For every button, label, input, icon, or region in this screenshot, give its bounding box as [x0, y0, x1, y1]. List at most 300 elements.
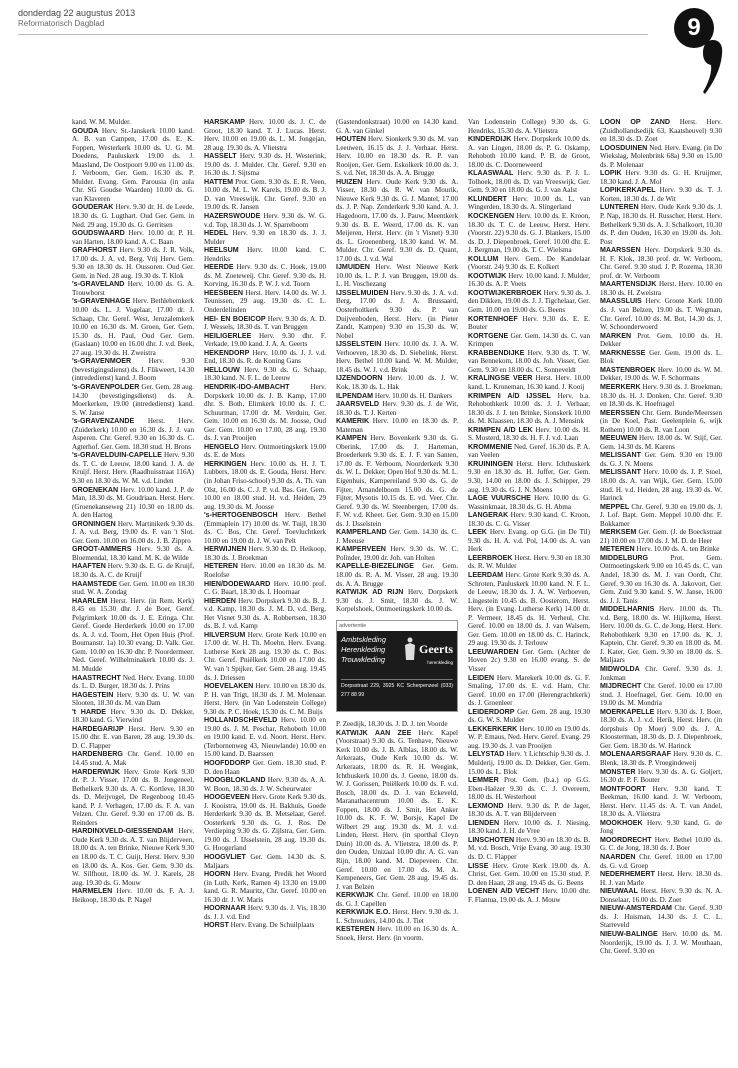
place-name: MAASSLUIS: [600, 297, 642, 306]
place-name: GRAFHORST: [72, 246, 117, 255]
listing-entry: [204, 853, 326, 870]
place-name: HEELSUM: [204, 246, 239, 255]
listing-entry: [336, 178, 458, 263]
listing-entry: [600, 186, 722, 203]
ad-phone: (033) 277 88 99: [341, 683, 453, 698]
service-details: Ned. Herv. Evang. 10.00 ds. L. D. Burger, 18.30 ds. J. Prins: [72, 673, 194, 691]
listing-entry: [336, 720, 458, 729]
place-name: IJZENDOORN: [336, 374, 383, 383]
listing-entry: [468, 494, 590, 511]
place-name: 's-HERTOGENBOSCH: [204, 511, 278, 520]
place-name: HOOGEVEEN: [204, 793, 250, 802]
service-details: Herv. Kapel (Voorstraat) 9.30 ds. G. Tenhave, Nieuwe Kerk 10.00 ds. J. B. Alblas, 18.00 ds. W. Arkeraats, Oude Kerk 10.00 ds. W. Arkeraats, 18.00 ds. R. H. Weegink, Ichthuskerk 10.00 ds. J. Geene, 18.00 ds. W. J. Gorissen, Pniëlkerk 10.00 ds. F. v.d. Bosch, 18.00 ds. D. J. van Eckeveld, Maranathacentrum 10.00 ds. E. K. Foppen, 18.00 ds. J. Smit, Het Anker 10.00 ds. K. F. W. Borsje, Kapel De Wilbert 29 aug. 19.30 ds. M. J. v.d. Linden, Herst. Herv. (in sporthal Cleyn Duin) 10.00 ds. A. Vlietstra, 18.00 ds. P. den Ouden, Unizaal 10.00 dhr. A. G. van Rijn, 18.00 kand. M. Diepeveen. Chr. Geref. 10.00 en 17.00 ds. M. A. Kempeneers, Ger. Gem. 28 aug. 19.45 ds. J. van Belzen: [336, 728, 458, 891]
listing-entry: [204, 580, 326, 597]
listing-entry: [204, 383, 326, 443]
service-details: Herst. Herv. (Zuidhollandsedijk 63, Kaatsheuvel) 9.30 en 18.30 ds. D. Zoet: [600, 118, 722, 144]
listing-entry: [600, 503, 722, 529]
place-name: 's-GRAVELAND: [72, 280, 125, 289]
service-details: Herst. Herv. 9.30 ds. J. L. Schreuders, 14.00 ds. J. Tiet: [336, 908, 458, 925]
listing-entry: [468, 776, 590, 802]
place-name: MEEUWEN: [600, 434, 638, 443]
place-name: KAMPEN: [336, 434, 367, 443]
place-name: 's-GRAVELDUIN-CAPELLE: [72, 451, 162, 460]
ad-body: [337, 631, 457, 711]
service-details: Herst. Herv. (Zuiderkerk) 10.00 en 16.30 ds. J. J. van Asperen. Chr. Geref. 9.30 en 16.30 ds. C. Agterhof. Ger. Gem. 18.30 stud. H. Brons: [72, 417, 194, 451]
service-details: Ger. Gem. 19.00 ds. L. Blok: [600, 348, 722, 366]
service-details: Herst. Herv. Ichthuskerk 9.30 en 18.30 ds. H. Juffer, Ger. Gem. 9.30, 14.00 en 18.00 ds. J. Schipper, 29 aug. 19.30 ds. G. J. N. Moens: [468, 459, 590, 494]
service-details: Herv. Groote Kerk 10.00 ds. J. van Belzen, 19.00 ds. T. Wegman, Chr. Geref. 10.00 ds. M. Bot, 14.30 ds. J. W. Schoonderwoerd: [600, 297, 722, 332]
service-details: Chr. Geref. 10.00 en 17.00 ds. G. v.d. Groep: [600, 853, 722, 870]
place-name: ILPENDAM: [336, 391, 374, 400]
listing-entry: [468, 571, 590, 648]
listing-entry: [336, 545, 458, 562]
service-details: Herv. 10.00 dhr. F. Flantua, 19.00 ds. A. J. Mouw: [468, 887, 590, 904]
place-name: IJSSELSTEIN: [336, 340, 382, 349]
listing-entry: [468, 426, 590, 443]
place-name: NAARDEN: [600, 853, 636, 862]
service-details: Herv. Evang. op G.G. (in De Til) 9.30 ds. H. A. v.d. Pol, 14.00 ds. A. van Herk: [468, 528, 590, 554]
place-name: LINSCHOTEN: [468, 835, 515, 844]
service-details: Herv. Grote Kerk 10.00 en 17.00 dr. W. H. Th. Moehn. Herv. Evang. Lutherse Kerk 28 aug. 19.30 ds. C. Bos. Chr. Geref. Pniëlkerk 10.00 en 17.00 ds. W. van 't Spijker, Ger. Gem. 28 aug. 19.45 ds. J. Driessen: [204, 630, 326, 682]
place-name: LOON OP ZAND: [600, 118, 671, 126]
listing-entry: [468, 554, 590, 571]
listing-entry: [600, 409, 722, 435]
place-name: KESTEREN: [336, 925, 375, 934]
service-details: Herv. 9.30 ds. H. Westerink, 19.00 ds. J. Mulder. Chr. Geref. 9.30 en 16.30 ds. J. Sijtsma: [204, 152, 326, 178]
service-details: Herv. 18.00 ds. W. Stijf, Ger. Gem. 14.30 ds. M. Karens: [600, 434, 722, 451]
advertisement: [336, 620, 458, 713]
listing-entry: [336, 434, 458, 528]
place-name: MIDDELBURG: [600, 553, 649, 562]
listing-entry: [468, 349, 590, 375]
place-name: MONTFOORT: [600, 784, 646, 793]
listing-entry: [600, 853, 722, 870]
listing-entry: [600, 169, 722, 186]
service-details: Herv. 10.00 ds. J. C. de Groot, 18.30 kand. T. J. Lucas. Herst. Herv. 10.00 en 19.00 ds. L. M. Jongejan, 28 aug. 19.30 ds. A. Vlietstra: [204, 118, 326, 152]
place-name: 't HARDE: [72, 707, 107, 716]
place-name: KAMPERVEEN: [336, 545, 386, 554]
listing-entry: [600, 144, 722, 170]
place-name: GROOT-AMMERS: [72, 545, 132, 554]
place-name: GOUDERAK: [72, 203, 114, 212]
listing-entry: [468, 118, 590, 135]
service-details: Herv. 9.30 ds. P. J. L. Tolhoek, 18.00 ds. D. van Vreeswijk, Ger. Gem. 9.30 en 18.00 ds. G. J. van Aalst: [468, 169, 590, 195]
listing-entry: [600, 682, 722, 708]
service-details: Herv. St.-Janskerk 10.00 kand. A. B. van Campen, 17.00 ds. E. K. Foppen, Westerkerk 10.00 ds. U. G. M. Doedens, Pauluskerk 19.00 ds. J. Maasland, De Oostpoort 9.00 en 11.00 ds. J. Verboom, Ger. Gem. 16.30 ds. P. Mulder. Evang. Gem. Parousia (in aula Chr. SG Goudse Waarden) 10.00 ds. G. van Klaveren: [72, 126, 194, 203]
service-details: Herv. Dorpskerk 10.00 ds. J. B. Kamp, 17.00 dhr. S. Both, Elimkerk 10.00 ds. J. C. Schuurman, 17.00 dr. M. Verduin, Ger. Gem. 10.00 en 16.30 ds. M. Joosse, Oud Ger. Gem. 10.00 en 17.00, 28 aug. 19.30 ds. J. van Prooijen: [204, 382, 326, 443]
service-details: Herst. Herv. 9.30 en 18.30 ds. R. W. Mulder: [468, 553, 590, 571]
service-details: Herv. 10.00 ds. F. A. J. Heikoop, 18.30 ds. P. Nagel: [72, 887, 194, 904]
listing-entry: [600, 451, 722, 468]
place-name: HARDENBERG: [72, 750, 123, 759]
listing-entry: [468, 862, 590, 888]
service-details: Herv. Grote Kerk 9.30 dr. P. J. Visser, 17.00 ds. B. Jongeneel, Bethelkerk 9.30 ds. A. C. Kortleve, 18.30 ds. D. Meijvogel, De Regenboog 10.45 kand. P. J. Verhagen, 17.00 ds. F. A. van Velzen. Chr. Geref. 9.30 en 17.00 ds. B. Reinders: [72, 767, 194, 827]
place-name: LAGE VUURSCHE: [468, 494, 531, 503]
service-details: Herv. 9.30 ds. U. W. van Slooten, 18.30 ds. M. van Dam: [72, 690, 194, 708]
service-details: Herst. Herv. 9.30 en 15.00 dhr. E. van Baren, 28 aug. 19.30 ds. D. C. Flapper: [72, 724, 194, 750]
listing-entry: [72, 451, 194, 485]
service-details: Herv. Bethel (Emmaplein 17) 10.00 ds. W. Tuijl, 18.30 ds. C. Bos, Chr. Geref. Toevluchtkerk 10.00 en 19.00 dr. J. W. van Pelt: [204, 511, 326, 545]
listing-entry: [468, 332, 590, 349]
listing-entry: [204, 904, 326, 921]
listing-entry: [600, 434, 722, 451]
ad-brand-sub: herenkleding: [427, 660, 453, 666]
service-details: Herv. Oude Kerk 9.30 ds. A. Visser, 18.30 ds. R. W. van Mourik, Nieuwe Kerk 9.30 ds. G. J. Mantel, 17.00 ds. J. P. Nap. Zenderkerk 9.30 kand. A. J. Hagedoorn, 17.00 ds. J. Pauw, Meentkerk 9.30 ds. B. E. Weerd, 17.00 ds. K. van Meijeren, Herst. Herv. (in 't Visnet) 9.30 ds. L. Groenenberg, 18.30 kand. W. M. Mulder. Chr. Geref. 9.30 ds. D. Quant, 17.00 ds. J. v.d. Wal: [336, 177, 458, 263]
place-name: HOORNAAR: [204, 904, 246, 913]
listing-entry: [336, 925, 458, 942]
place-name: HUIZEN: [336, 177, 363, 186]
column-2: [204, 118, 326, 1058]
service-details: Herv. 10.00 en 18.30 ds. P. H. van Trigt, 18.30 ds. J. M. Molenaar. Herst. Herv. (in Van Lodenstein College) 9.30 ds. P. C. Hoek, 15.30 ds. C. M. Buijs: [204, 682, 326, 716]
place-name: KLUNDERT: [468, 194, 508, 203]
service-details: Herv. 10.00 prof. C. G. Baart, 18.30 ds. I. Hoornaar: [204, 579, 326, 597]
place-name: MARKNESSE: [600, 348, 646, 357]
listing-entry: [468, 272, 590, 289]
listing-entry: [600, 750, 722, 767]
place-name: LEIDERDORP: [468, 707, 515, 716]
listing-entry: [468, 528, 590, 554]
service-details: Herv. 't Lichtschip 9.30 ds. J. Mulderij, 19.00 ds. D. Dekker, Ger. Gem. 15.00 ds. L. Blok: [468, 750, 590, 776]
listing-entry: [468, 315, 590, 332]
service-details: Prot. Gem. 10.00 ds. H. Dekker: [600, 331, 722, 349]
service-details: Herv. 10.00 en 19.00 ds. W. P. Emaus, Ned. Herv. Geref. Evang. 29 aug. 19.30 ds. J. van Prooijen: [468, 724, 590, 750]
service-details: Herv. Dorpskerk 9.30 ds. B. J. v.d. Kamp, 18.30 ds. J. M. D. v.d. Berg, Het Visnet 9.30 ds. A. Robbertsen, 18.30 ds. B. J. v.d. Kamp: [204, 596, 326, 631]
place-name: HARSKAMP: [204, 118, 245, 126]
listing-entry: [468, 819, 590, 836]
place-name: KROMMENIE: [468, 442, 513, 451]
service-details: Herv. Martinikerk 9.30 ds. J. A. v.d. Berg, 19.00 ds. F. van 't Slot. Ger. Gem. 10.00 en 16.00 ds. J. B. Zippro: [72, 519, 194, 545]
place-name: MELISSANT: [600, 451, 641, 460]
place-name: NEDERHEMERT: [600, 870, 655, 879]
service-details: Herv. 9.30 ds. J. A. v.d. Berg, 17.00 ds. J. A. Brussaard, Oosterholtkerk 9.30 ds. P. van Duijvenboden, Herst. Herv. (in Pieter Zandt, Kampen) 9.30 en 15.30 ds. W. Nobel: [336, 288, 458, 340]
listing-entry: [204, 716, 326, 759]
place-name: LEIDEN: [468, 673, 495, 682]
listing-entry: [336, 135, 458, 178]
place-name: KRABBENDIJKE: [468, 348, 525, 357]
place-name: KRUININGEN: [468, 459, 513, 468]
service-details: Herv. Evang. De Schuilplaats: [230, 921, 315, 930]
place-name: HOLLANDSCHEVELD: [204, 716, 278, 725]
listing-entry: [600, 280, 722, 297]
place-name: HOUTEN: [336, 135, 366, 144]
place-name: KATWIJK AAN ZEE: [336, 728, 412, 737]
place-name: KOOTWIJK: [468, 271, 507, 280]
service-details: Herst. Herv. (in Rem. Kerk) 8.45 en 15.30 dhr. J. de Boer, Geref. Pelgrimkerk 10.00 ds. J. E. Eringa. Chr. Geref. Goede Herderkerk 10.00 en 17.00 ds. A. J. v.d. Toorn, Het Open Huis (Prof. Boumanstr. 1a) 10.30 evang. D. Valk. Ger. Gem. 10.00 en 16.30 dhr. P. Noordermeer. Ned. Geref. Wilhelminakerk 10.00 ds. J. M. Mudde: [72, 596, 194, 673]
listing-entry: [72, 887, 194, 904]
listing-entry: [600, 887, 722, 904]
service-details: Ger. Gem. 14.30 ds. S. Maljaars: [204, 853, 326, 870]
place-name: HORST: [204, 921, 229, 930]
service-details: Herv. 10.00 en 16.30 ds. A. Snoek, Herst. Herv. (in voorm.: [336, 925, 458, 942]
listing-entry: [204, 682, 326, 716]
listing-entry: [204, 921, 326, 930]
place-name: HILVERSUM: [204, 630, 246, 639]
place-name: LEEUWARDEN: [468, 647, 519, 656]
service-details: Herv. 10.00 ds. G. Wassinkmaat, 18.30 ds. G. H. Abma: [468, 494, 590, 511]
listing-entry: [600, 246, 722, 280]
service-details: Herv. 9.30 ds. G. H. Kruijmer, 18.30 kand. J. A. Mol: [600, 169, 722, 186]
place-name: HAGESTEIN: [72, 690, 114, 699]
service-details: Herv. 10.00 ds. W. M. Dekker, 19.00 ds. W. F. Schormans: [600, 365, 722, 383]
place-name: MOORDRECHT: [600, 835, 652, 844]
place-name: KATWIJK AD RIJN: [336, 588, 404, 597]
listing-entry: [468, 511, 590, 528]
listing-entry: [204, 366, 326, 383]
service-details: Herv. 9.30 ds. J. de Wit, 18.30 ds. T. J. Kerten: [336, 400, 458, 417]
listing-entry: [468, 195, 590, 212]
service-details: Herv. Marekerk 10.00 ds. G. F. Smaling, 17.00 ds. E. v.d. Ham, Chr. Geref. 10.00 en 17.00 (Herengrachtkerk) ds. J. Groenleer: [468, 673, 590, 708]
listing-entry: [72, 725, 194, 751]
listing-entry: [72, 545, 194, 562]
listing-entry: [72, 597, 194, 674]
service-details: Herv. b.a. Rehobothkerk 10.00 ds. J. J. Verhaar, 18.30 ds. J. J. ten Brinke, Sionskerk 10.00 ds. M. Klaassen, 18.30 ds. A. J. Mensink: [468, 391, 590, 426]
church-service-listing: [72, 118, 724, 1058]
service-details: Herv. 9.30 ds. P. de Jager, 18.30 ds. A. T. van Blijderveen: [468, 801, 590, 819]
service-details: P. Zeedijk, 18.30 ds. J. D. J. ten Voorde: [336, 720, 448, 729]
listing-entry: [600, 366, 722, 383]
place-name: MIDWOLDA: [600, 665, 640, 673]
service-details: Herst. Herv. 18.30 ds. H. J. van Marle: [600, 870, 722, 887]
service-details: kand. W. M. Mulder.: [72, 118, 131, 126]
service-details: Ned. Geref. 16.30 ds. P. A. van Veelen: [468, 442, 590, 460]
service-details: Ger. Gem. 18.00 ds. R. A. M. Visser, 28 aug. 19.30 ds. A. A. Brugge: [336, 562, 458, 588]
place-name: HEI- EN BOEICOP: [204, 314, 266, 323]
service-details: Herv. 9.30 ds. T. W. van Bennekom, 18.00 ds. Joh. Visser, Ger. Gem. 9.30 en 18.00 ds. C. Sonneveldt: [468, 348, 590, 374]
listing-entry: [72, 203, 194, 229]
listing-entry: [204, 443, 326, 460]
listing-entry: [204, 870, 326, 904]
issue-date: donderdag 22 augustus 2013: [18, 8, 136, 18]
listing-entry: [72, 580, 194, 597]
listing-entry: [204, 759, 326, 776]
listing-entry: [72, 229, 194, 246]
ad-brand: Geerts: [419, 642, 453, 657]
listing-entry: [204, 289, 326, 315]
listing-entry: [204, 631, 326, 682]
place-name: HAZERSWOUDE: [204, 212, 261, 221]
service-details: Herv. 9.30 kand. G. de Jong: [600, 818, 722, 836]
place-name: KRALINGSE VEER: [468, 374, 533, 383]
service-details: Chr. Gem. Bunde/Meerssen (in De Koel, Past. Geelenplein 6, wijk Rothem) 10.00 ds. R. van Loon: [600, 408, 722, 434]
service-details: Chr. Geref. 9.30 ds. J. Jonkman: [600, 665, 722, 682]
place-name: MEERKERK: [600, 382, 641, 391]
service-details: Chr. Geref. 10.00 en 18.00 ds. G. J. Capellen: [336, 891, 458, 908]
listing-entry: [600, 554, 722, 605]
listing-entry: [600, 349, 722, 366]
listing-entry: [600, 383, 722, 409]
listing-entry: [600, 468, 722, 502]
place-name: LEERDAM: [468, 570, 504, 579]
service-details: Ger. Gem. 28 aug. 14.30 (bevestigingsdienst) ds. A. Moerkerken, 19.00 (intrededienst) kand. S. W. Janse: [72, 382, 194, 417]
service-details: Herv. 10.00 ds. J. P. Stoel, 18.00 ds. A. van Wijk, Ger. Gem. 15.00 stud. H. v.d. Heiden, 28 aug. 19.30 ds. W. Harinck: [600, 468, 722, 503]
place-name: KAMPERLAND: [336, 528, 387, 537]
service-details: Herv. 9.30 ds. A. D. J. Wessels, 18.30 ds. T. van Bruggen: [204, 314, 326, 332]
listing-entry: [468, 460, 590, 494]
service-details: Herv. Sionkerk 9.30 ds. M. van Leeuwen, 16.15 ds. J. J. Verhaar. Herst. Herv. 10.00 en 18.30 ds. R. P. van Rooijen, Ger. Gem. Eskolkerk 10.00 ds. J. S. v.d. Net, 18.30 ds. A. A. Brugge: [336, 135, 458, 178]
listing-entry: [72, 520, 194, 546]
place-name: HATTEM: [204, 177, 234, 186]
service-details: Herv. 10.00 ds. L. van Wingerden, 18.30 ds. A. Slingerland: [468, 194, 590, 212]
place-name: HERWIJNEN: [204, 545, 247, 554]
service-details: Van Lodenstein College) 9.30 ds. G. Hendriks, 15.30 ds. A. Vlietstra: [468, 118, 590, 135]
listing-entry: [72, 562, 194, 579]
ad-street: Dorpsstraat 229, 3925 KC Scherpenzeel: [341, 683, 439, 690]
place-name: KERKWIJK E.O.: [336, 908, 391, 917]
service-details: Herv. 10.00 ds. J. W. Kok, 18.30 ds. L. Hak: [336, 374, 458, 391]
place-name: KRIMPEN A/D IJSSEL: [468, 391, 551, 400]
listing-entry: [600, 836, 722, 853]
masthead: [18, 8, 720, 44]
service-details: Herv. 10.00 en 18.30 ds. M. Roelofse: [204, 562, 326, 579]
service-details: Herv. 9.30 kand. C. Kroon, 18.30 ds. C. G. Visser: [468, 511, 590, 528]
listing-entry: [336, 729, 458, 891]
ad-address: [341, 679, 453, 699]
place-name: KLAASWAAL: [468, 169, 514, 178]
place-name: LANGERAK: [468, 511, 509, 520]
listing-entry: [204, 178, 326, 212]
service-details: Herv. 9.30 ds. J. R. Volk, 17.00 ds. J. A. vd. Berg. Vrij Herv. Gem. 9.30 en 18.30 ds. H. Oussoren. Oud Ger. Gem. in Ned. 28 aug. 19.30 ds. T. Klok: [72, 246, 194, 280]
listing-entry: [336, 588, 458, 614]
place-name: HEERDE: [204, 263, 234, 272]
listing-entry: [468, 443, 590, 460]
listing-entry: [600, 768, 722, 785]
listing-entry: [468, 374, 590, 391]
place-name: KOOTWIJKERBROEK: [468, 288, 542, 297]
place-name: HOOGBLOKLAND: [204, 776, 266, 785]
listing-entry: [336, 417, 458, 434]
service-details: Herv. 10.00 kand. J. Mulder, 16.30 ds. A. P. Voets: [468, 271, 590, 289]
listing-entry: [600, 528, 722, 545]
service-details: Herv. 10.00 ds. A. ten Brinke: [636, 545, 720, 554]
service-details: Ger. Gem. 28 aug. 19.30 ds. G. W. S. Mulder: [468, 707, 590, 725]
listing-entry: [336, 891, 458, 908]
service-details: Herv. Dorpskerk 9.30 ds. J. Smit, 18.30 ds. J. W. Korpelshoek, Ontmoetingskerk 10.00 ds.: [336, 588, 458, 614]
place-name: HARDEGARIJP: [72, 724, 124, 733]
place-name: KOLLUM: [468, 254, 499, 263]
listing-entry: [600, 785, 722, 819]
listing-entry: [204, 263, 326, 289]
place-name: MELISSANT: [600, 468, 641, 477]
service-details: Herv. Dorpskerk 10.00 ds. A. van Lingen, 18.00 ds. P. G. Oskamp, Rehoboth 10.00 kand. P. B. de Groot, 18.00 ds. C. Doorneweerd: [468, 135, 590, 169]
service-details: Herv. 10.00 ds. H. Dankers: [374, 391, 452, 400]
listing-entry: [72, 750, 194, 767]
place-name: LELYSTAD: [468, 750, 505, 759]
place-name: NIEUW-AMSTERDAM: [600, 904, 672, 913]
place-name: METEREN: [600, 545, 635, 554]
place-name: LEMMER: [468, 776, 499, 785]
suit-figure-icon: [403, 637, 417, 661]
listing-entry: [336, 263, 458, 289]
listing-entry: [600, 332, 722, 349]
service-details: Herv. 9.30 ds. G. Schaap, 18.30 kand. N. F. L. de Leeuw: [204, 365, 326, 383]
listing-entry: [72, 768, 194, 828]
listing-entry: [204, 545, 326, 562]
service-details: Herv. Oude Kerk 9.30 ds. A. T. van Blijderveen, 18.00 ds. A. ten Brinke, Nieuwe Kerk 9.30 en 18.00 ds. T. C. Guijt, Herst. Herv. 9.30 en 18.00 ds. A. Kos. Ger. Gem. 9.30 ds. W. Silfhout, 18.00 ds. W. J. Karels, 28 aug. 19.30 ds. G. Mouw: [72, 827, 194, 887]
service-details: Herv. Bethel 10.00 ds. G. C. de Jong, 18.30 ds. J. Boer: [600, 835, 722, 853]
service-details: Ger. Gem. 14.30 ds. C. van Krimpen: [468, 331, 590, 349]
service-details: Herv. 9.30 en 18.30 ds. B. M. v.d. Bosch, Vrije Evang. 30 aug. 19.30 ds. D. C. Flapper: [468, 835, 590, 862]
service-details: Herv. Bethlehemkerk 10.00 ds. L. J. Vogelaar, 17.00 dr. J. Schaap, Chr. Geref. West, Jeruzalemkerk 10.00 en 16.30 ds. M. Groen, Ger. Gem. 15.30 ds. H. Paul, Oud Ger. Gem. (Gaslaan) 10.00 en 16.00 dhr. J. v.d. Beek, 27 aug. 19.30 ds. H. Zweistra: [72, 297, 194, 357]
place-name: HENGELO: [204, 442, 240, 451]
place-name: HOORN: [204, 870, 231, 879]
place-name: MAARSSEN: [600, 246, 641, 255]
service-details: Prot. Gem. Ontmoetingskerk 9.00 en 10.45 ds. C. van Andel, 18.30 ds. M. J. van Oordt, Chr. Geref. 9.30 en 16.30 ds. A. Jakovort, Ger. Gem. Zuid 9.30 kand. S. W. Janse, 16.00 ds. J. J. Tanis: [600, 553, 722, 605]
listing-entry: [72, 280, 194, 297]
service-details: Herv. 9.30 en 18.30 ds. J. J. Mulder: [204, 229, 326, 246]
service-details: Herv. 9.30 (bevestigingsdienst) ds. J. Flikweert, 14.30 (intrededienst) kand. J. Boom: [72, 357, 194, 383]
place-name: HOEVELAKEN: [204, 682, 254, 691]
listing-entry: [468, 887, 590, 904]
listing-entry: [468, 674, 590, 708]
service-details: Herv. Evang. Predik het Woord (in Luth. Kerk, Ramen 4) 13.30 en 19.00 kand. G. R. Mauritz, Chr. Geref. 10.00 en 16.30 dr. J. W. Maris: [204, 870, 326, 904]
place-name: LISSE: [468, 861, 489, 870]
page-number: 9: [687, 14, 701, 41]
place-name: KOCKENGEN: [468, 212, 515, 221]
place-name: 's-GRAVENZANDE: [72, 417, 135, 426]
ad-slogan-3: Trouwkleding: [341, 655, 386, 665]
listing-entry: [600, 819, 722, 836]
place-name: LEXMOND: [468, 801, 504, 810]
listing-entry: [336, 908, 458, 925]
listing-entry: [204, 460, 326, 511]
service-details: Herst. Herv. 14.00 ds. W. J. Teunissen, 29 aug. 19.30 ds. C. L. Onderdelinden: [204, 288, 326, 315]
service-details: Herv. 10.00 ds. J. J. v.d. End, 18.30 ds. R. de Koning Gans: [204, 348, 326, 366]
place-name: LOPIK: [600, 169, 622, 178]
service-details: Herst. Herv. 10.00 en 18.30 ds. H. Zweistra: [600, 280, 722, 297]
listing-entry: [600, 870, 722, 887]
listing-entry: [204, 511, 326, 545]
service-details: Herv. Grote Kerk 9.30 ds. A. Schroten, Pauluskerk 10.00 kand. N. F. L. de Leeuw, 18.30 ds. J. A. W. Verhoeven, Lingestein 10.45 ds. B. Oosterom, Herst. Herv. (in Evang. Lutherse Kerk) 14.00 dr. P. Vermeer, 18.45 ds. H. Verheul, Chr. Geref. 10.00 en 18.00 ds. J. van Walsem, Ger. Gem. 10.00 en 18.00 ds. C. Harinck, 29 aug. 19.30 ds. J. Terlouw: [468, 570, 590, 648]
service-details: Herst. Herv. 10.00 kand. L. Kroneman, 16.30 kand. J. Kooij: [468, 374, 590, 391]
place-name: JAARSVELD: [336, 400, 379, 409]
service-details: Chr. Geref. 10.00 en 17.00 stud. J. Hoefnagel, Ger. Gem. 10.00 en 19.00 ds. M. Mondria: [600, 682, 722, 708]
service-details: Herv. 9.30 ds. J. Boer, 18.30 ds. A. J. v.d. Herik, Herst. Herv. (in dorpshuis Op Moer) 9.00 ds. J. A. Kloosterman, 18.30 ds. D. J. Diepenbroek, Ger. Gem. 18.30 ds. W. Harinck: [600, 707, 722, 750]
listing-entry: [72, 674, 194, 691]
service-details: Herv. 9.30 ds. W. G. v.d. Top, 18.30 ds. J. W. Sparreboom: [204, 212, 326, 229]
service-details: Herv. 10.00 kand. J. P. de Man, 18.30 ds. M. Goudriaan. Herst. Herv. (Groenekanseweg 21) 10.30 en 18.00 ds. A. den Hartog: [72, 485, 194, 520]
service-details: Herv. 10.00 ds. M. Noorderijk, 19.00 ds. J. J. W. Mouthaan, Chr. Geref. 9.30 en: [600, 929, 722, 956]
listing-entry: [204, 246, 326, 263]
service-details: Herv. Bovenkerk 9.30 ds. G. Oberink, 17.00 ds. J. Harteman, Broederkerk 9.30 ds. E. J. F. van Santen, 17.00 ds. F. Verboom, Noorderkerk 9.30 ds. W. L. Dekker, Open Hof 9.30 ds. M. L. Eigenhuis, Kampereiland 9.30 ds. G. de Fijter, Amandelboom 15.00 ds. G. de Fijter, Mysotis 10.15 ds. E. vd. Veer. Chr. Geref. 9.30 ds. W. Steenbergen, 17.00 ds. F. W. v.d. Kheet. Ger. Gem. 9.30 en 15.00 ds. J. IJsselstein: [336, 434, 458, 528]
listing-entry: [204, 776, 326, 793]
service-details: Ger. Gem. 10.00 en 18.30 stud. W. A. Zondag: [72, 579, 194, 597]
service-details: Herv. Oude Kerk 9.30 ds. J. P. Nap, 18.30 ds. H. Russcher, Herst. Herv. Bethelkerk 9.30 ds. A. J. Schalkoort, 10.30 ds. P. den Ouden, 16.30 en 19.00 ds. Joh. Post: [600, 203, 722, 246]
listing-entry: [204, 332, 326, 349]
service-details: Herv. 10.00 en 18.30 ds. P. Mateman: [336, 417, 458, 434]
service-details: Herv. 9.30 ds. E. G. de Kruijf, 18.30 ds. A. C. de Kruijf: [72, 562, 194, 579]
listing-entry: [600, 904, 722, 930]
place-name: 's-GRAVENHAGE: [72, 297, 131, 306]
place-name: LUNTEREN: [600, 203, 639, 212]
place-name: MAARTENSDIJK: [600, 280, 657, 289]
listing-entry: [72, 118, 194, 127]
place-name: MERKSEM: [600, 528, 637, 537]
service-details: Ger. Gem. 9.30 en 19.00 ds. G. J. N. Moens: [600, 451, 722, 468]
place-name: HAARLEM: [72, 596, 108, 605]
listing-entry: [204, 349, 326, 366]
service-details: Herv. 9.30 ds. J. Broekman, 18.30 ds. H. J. Donken, Chr. Geref. 9.30 en 18.30 ds. K. Hoefnagel: [600, 382, 722, 409]
service-details: Herv. 10.00 ds. J. Niesing, 18.30 kand. J. H. de Vree: [468, 818, 590, 836]
header-rule: [18, 34, 648, 35]
service-details: Herv. 9.30 ds. J. Vis, 18.30 ds. J. J. v.d. End: [204, 904, 326, 921]
service-details: Herv. 10.00 ds. G. A. Trouwborst: [72, 280, 194, 297]
listing-entry: [336, 562, 458, 588]
place-name: HOOGVLIET: [204, 853, 246, 862]
place-name: HERKINGEN: [204, 459, 247, 468]
service-details: Herv. 10.00 ds. E. Kroon, 18.30 ds. T. C. de Leeuw, Herst. Herv. (Voorstr. 22) 9.30 ds. G. J. Blankers, 15.00 ds. D. J. Diepenbroek, Geref. 10.00 dhr. E. J. Bergman, 19.00 ds. T. C. Wielsma: [468, 212, 590, 255]
place-name: LOENEN A/D VECHT: [468, 887, 540, 896]
place-name: HEILIGERLEE: [204, 331, 252, 340]
